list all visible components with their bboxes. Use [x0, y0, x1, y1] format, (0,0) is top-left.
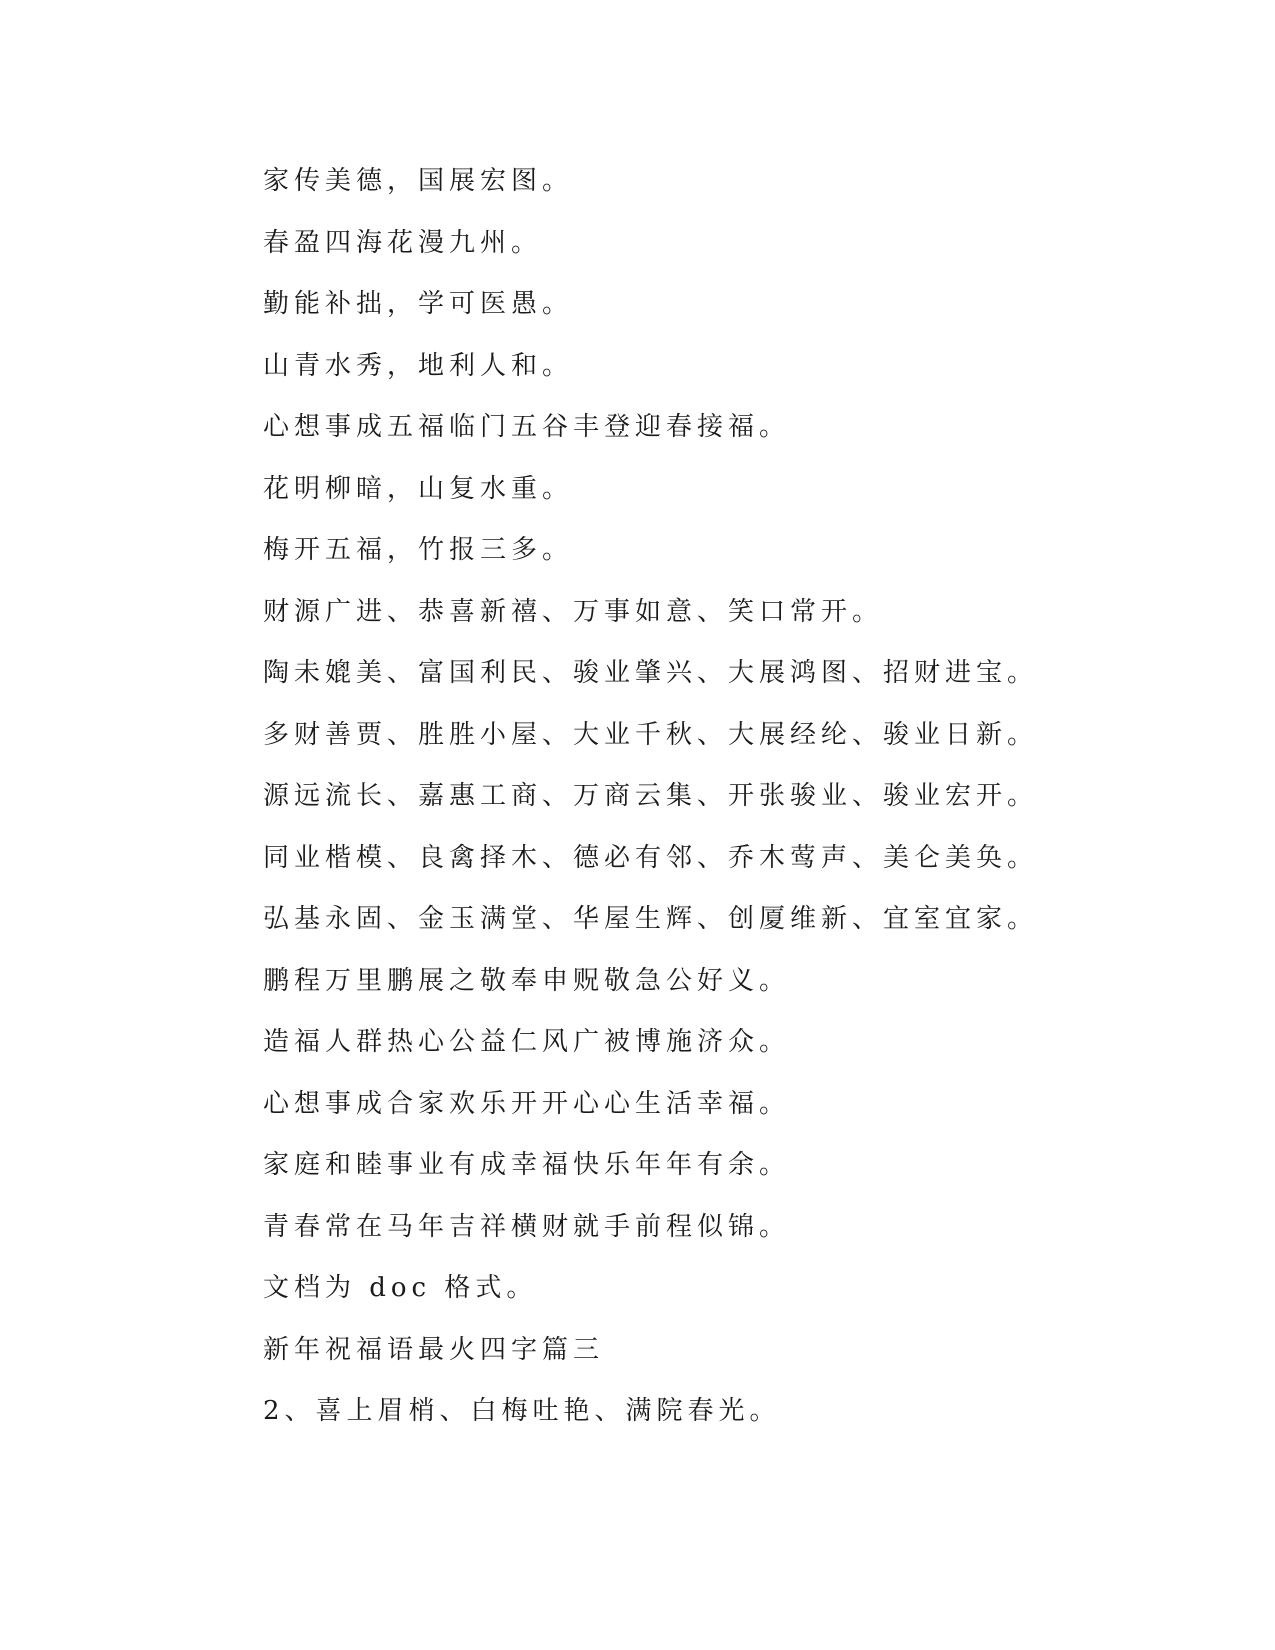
text-line: 春盈四海花漫九州。: [263, 227, 543, 258]
text-line: 家传美德，国展宏图。: [263, 166, 574, 196]
text-line: 山青水秀，地利人和。: [263, 350, 574, 381]
text-line: 同业楷模、良禽择木、德必有邻、乔木莺声、美仑美奂。: [263, 842, 1039, 873]
text-line: 青春常在马年吉祥横财就手前程似锦。: [263, 1211, 791, 1242]
text-line: 花明柳暗，山复水重。: [263, 473, 574, 504]
text-line: 鹏程万里鹏展之敬奉申贶敬急公好义。: [263, 965, 791, 996]
section-heading: 新年祝福语最火四字篇三: [263, 1334, 605, 1365]
format-note: 文档为 doc 格式。: [263, 1273, 538, 1303]
text-line: 造福人群热心公益仁风广被博施济众。: [263, 1027, 791, 1057]
document-body: [263, 161, 1039, 1453]
text-line: 心想事成五福临门五谷丰登迎春接福。: [263, 412, 791, 442]
text-line: 心想事成合家欢乐开开心心生活幸福。: [263, 1088, 791, 1119]
text-line: 梅开五福，竹报三多。: [263, 535, 574, 565]
text-line: 勤能补拙，学可医愚。: [263, 289, 574, 319]
text-line: 家庭和睦事业有成幸福快乐年年有余。: [263, 1150, 791, 1180]
text-line: 财源广进、恭喜新禧、万事如意、笑口常开。: [263, 596, 884, 627]
text-line: 陶未媲美、富国利民、骏业肇兴、大展鸿图、招财进宝。: [263, 658, 1039, 688]
list-item: 2、喜上眉梢、白梅吐艳、满院春光。: [263, 1396, 781, 1426]
text-line: 源远流长、嘉惠工商、万商云集、开张骏业、骏业宏开。: [263, 781, 1039, 811]
text-line: 多财善贾、胜胜小屋、大业千秋、大展经纶、骏业日新。: [263, 719, 1039, 750]
text-line: 弘基永固、金玉满堂、华屋生辉、创厦维新、宜室宜家。: [263, 904, 1039, 934]
